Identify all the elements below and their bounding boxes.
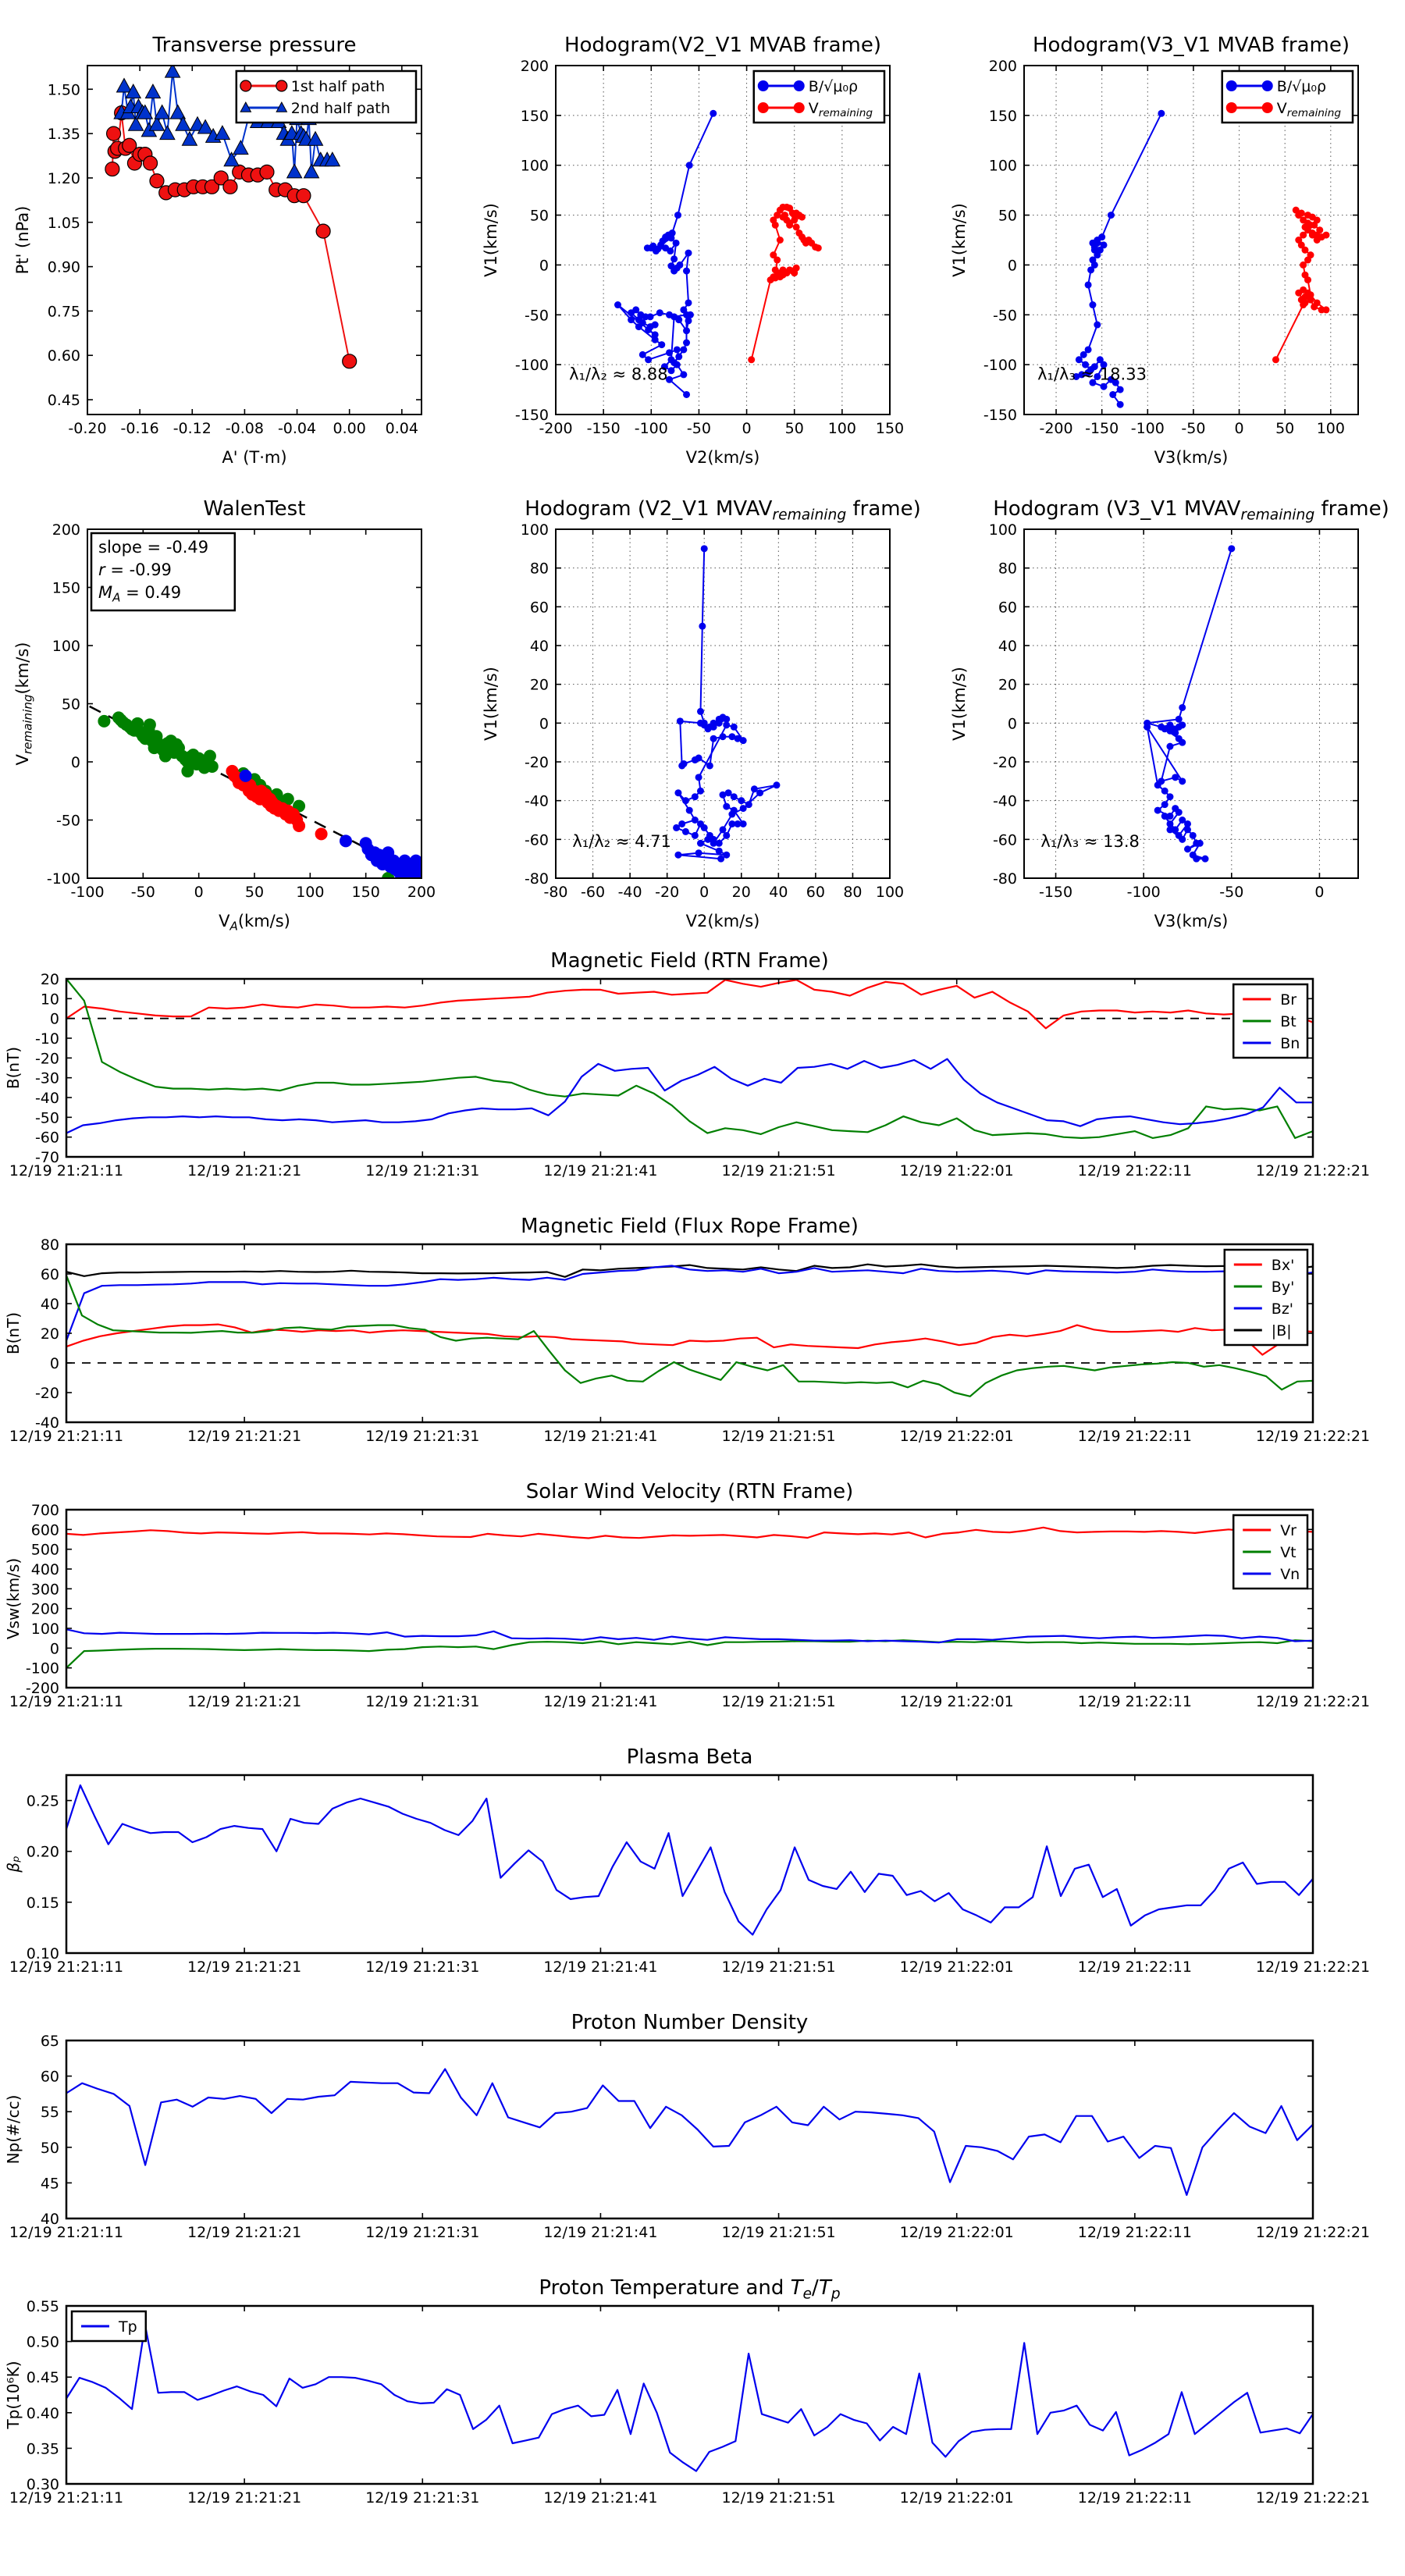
svg-text:0.75: 0.75: [47, 303, 80, 321]
svg-text:40: 40: [769, 884, 788, 901]
panel-row-2: [0, 484, 1405, 937]
svg-text:-0.08: -0.08: [225, 420, 264, 437]
svg-text:-50: -50: [1219, 884, 1244, 901]
svg-text:-20: -20: [34, 1385, 59, 1402]
svg-text:12/19 21:21:41: 12/19 21:21:41: [543, 1428, 658, 1445]
svg-text:200: 200: [407, 884, 436, 901]
svg-text:1.35: 1.35: [47, 126, 80, 144]
svg-text:50: 50: [784, 420, 804, 437]
svg-text:λ₁/λ₂ ≈ 8.88: λ₁/λ₂ ≈ 8.88: [569, 365, 668, 384]
row-gap: [0, 473, 1405, 484]
svg-text:40: 40: [40, 1296, 59, 1313]
svg-text:12/19 21:22:01: 12/19 21:22:01: [899, 1959, 1014, 1976]
svg-text:-150: -150: [983, 407, 1017, 424]
chart-svg-p6: [937, 484, 1405, 937]
svg-text:12/19 21:21:11: 12/19 21:21:11: [9, 1959, 124, 1976]
svg-text:0: 0: [539, 257, 549, 275]
svg-text:-150: -150: [1085, 420, 1119, 437]
svg-text:12/19 21:21:31: 12/19 21:21:31: [365, 2489, 480, 2507]
svg-text:0: 0: [1314, 884, 1325, 901]
svg-text:1st half path: 1st half path: [290, 78, 386, 95]
svg-text:40: 40: [529, 638, 549, 655]
svg-text:0.50: 0.50: [26, 2333, 59, 2351]
svg-text:V2(km/s): V2(km/s): [685, 912, 760, 930]
svg-text:0.30: 0.30: [26, 2476, 59, 2493]
timeseries-stack: [0, 948, 1405, 2540]
svg-text:0.10: 0.10: [26, 1945, 59, 1962]
svg-text:-200: -200: [539, 420, 573, 437]
svg-text:Vt: Vt: [1280, 1544, 1297, 1561]
chart-svg-p3: [937, 20, 1405, 473]
svg-text:12/19 21:21:21: 12/19 21:21:21: [187, 1162, 302, 1179]
svg-text:12/19 21:22:11: 12/19 21:22:11: [1077, 2224, 1192, 2241]
svg-text:Hodogram (V3_V1 MVAVremaining: Hodogram (V3_V1 $MVAV_{remaining}$ frame): [993, 497, 1389, 524]
svg-text:80: 80: [843, 884, 863, 901]
svg-text:Hodogram(V3_V1 MVAB frame): Hodogram(V3_V1 MVAB frame): [1032, 34, 1350, 57]
svg-text:WalenTest: WalenTest: [203, 497, 306, 521]
svg-text:0.60: 0.60: [47, 347, 80, 365]
chart-svg-p4: [0, 484, 468, 937]
svg-text:1.05: 1.05: [47, 214, 80, 232]
svg-text:-100: -100: [46, 870, 80, 888]
chart-solar-wind-velocity: [0, 1478, 1405, 1744]
svg-text:700: 700: [30, 1502, 59, 1519]
svg-text:-40: -40: [992, 792, 1017, 810]
svg-text:20: 20: [731, 884, 751, 901]
svg-text:12/19 21:21:21: 12/19 21:21:21: [187, 1693, 302, 1710]
svg-text:10: 10: [40, 991, 59, 1009]
svg-text:V1(km/s): V1(km/s): [482, 203, 500, 277]
svg-text:12/19 21:21:41: 12/19 21:21:41: [543, 1162, 658, 1179]
svg-text:Vremaining: $V_{remaining}$: [1276, 100, 1342, 120]
svg-text:-100: -100: [1126, 884, 1161, 901]
svg-text:-150: -150: [1038, 884, 1073, 901]
svg-text:Vsw(km/s): Vsw(km/s): [4, 1557, 23, 1640]
svg-text:-60: -60: [34, 1129, 59, 1147]
svg-text:Pt' (nPa): Pt' (nPa): [13, 205, 32, 275]
chart-plasma-beta: [0, 1744, 1405, 2009]
svg-text:100: 100: [1316, 420, 1345, 437]
svg-text:-50: -50: [1181, 420, 1206, 437]
svg-text:200: 200: [520, 58, 549, 75]
svg-text:Bz': Bz': [1271, 1300, 1294, 1318]
svg-text:0: 0: [49, 1640, 59, 1658]
svg-text:50: 50: [1275, 420, 1295, 437]
svg-text:B(nT): B(nT): [4, 1046, 23, 1090]
svg-text:12/19 21:22:21: 12/19 21:22:21: [1255, 1959, 1371, 1976]
svg-text:20: 20: [40, 971, 59, 988]
svg-text:150: 150: [520, 107, 549, 125]
svg-text:12/19 21:21:41: 12/19 21:21:41: [543, 1693, 658, 1710]
svg-text:40: 40: [40, 2211, 59, 2228]
svg-text:150: 150: [875, 420, 905, 437]
svg-text:12/19 21:21:11: 12/19 21:21:11: [9, 1162, 124, 1179]
svg-text:B/√μ₀ρ: B/√μ₀ρ: [808, 78, 859, 95]
svg-text:300: 300: [30, 1581, 59, 1599]
svg-text:200: 200: [52, 521, 80, 539]
panel-row-1: [0, 20, 1405, 473]
svg-text:12/19 21:22:11: 12/19 21:22:11: [1077, 1959, 1192, 1976]
svg-text:λ₁/λ₃ ≈ 13.8: λ₁/λ₃ ≈ 13.8: [1040, 831, 1140, 851]
svg-text:Solar Wind Velocity (RTN Frame: Solar Wind Velocity (RTN Frame): [525, 1480, 854, 1503]
svg-text:V1(km/s): V1(km/s): [950, 203, 969, 277]
chart-svg-ts6: [0, 2275, 1405, 2540]
svg-text:-0.20: -0.20: [68, 420, 107, 437]
svg-text:-50: -50: [992, 307, 1017, 325]
svg-text:45: 45: [40, 2175, 59, 2193]
svg-text:-50: -50: [130, 884, 155, 901]
svg-text:50: 50: [998, 207, 1017, 225]
svg-text:-40: -40: [524, 792, 549, 810]
svg-text:V3(km/s): V3(km/s): [1154, 448, 1229, 467]
chart-proton-number-density: [0, 2009, 1405, 2275]
chart-hodogram-v3v1-mvab: [937, 20, 1405, 473]
svg-text:0.40: 0.40: [26, 2404, 59, 2422]
svg-text:Vremaining: $V_{remaining}$: [808, 100, 873, 120]
svg-text:12/19 21:21:41: 12/19 21:21:41: [543, 2489, 658, 2507]
svg-text:-150: -150: [586, 420, 621, 437]
svg-text:12/19 21:21:21: 12/19 21:21:21: [187, 2489, 302, 2507]
svg-text:100: 100: [30, 1621, 59, 1638]
chart-transverse-pressure: [0, 20, 468, 473]
svg-text:Bx': Bx': [1271, 1257, 1295, 1274]
svg-text:-30: -30: [34, 1069, 59, 1087]
svg-text:12/19 21:22:21: 12/19 21:22:21: [1255, 2489, 1371, 2507]
svg-text:0.15: 0.15: [26, 1894, 59, 1912]
chart-svg-ts5: [0, 2009, 1405, 2275]
svg-text:Hodogram(V2_V1 MVAB frame): Hodogram(V2_V1 MVAB frame): [564, 34, 882, 57]
svg-text:12/19 21:21:31: 12/19 21:21:31: [365, 1693, 480, 1710]
svg-text:λ₁/λ₃ ≈ 18.33: λ₁/λ₃ ≈ 18.33: [1037, 365, 1147, 384]
chart-proton-temperature: [0, 2275, 1405, 2540]
svg-text:1.20: 1.20: [47, 169, 80, 187]
svg-text:-100: -100: [634, 420, 668, 437]
svg-text:20: 20: [998, 676, 1017, 694]
svg-text:Bt: Bt: [1280, 1013, 1297, 1030]
svg-text:-40: -40: [617, 884, 642, 901]
svg-text:50: 50: [529, 207, 549, 225]
svg-text:By': By': [1271, 1279, 1295, 1296]
svg-text:60: 60: [806, 884, 825, 901]
svg-text:0.90: 0.90: [47, 258, 80, 276]
svg-text:A' (T·m): A' (T·m): [222, 448, 287, 467]
chart-svg-p2: [468, 20, 937, 473]
svg-text:V1(km/s): V1(km/s): [950, 667, 969, 741]
svg-text:-20: -20: [34, 1050, 59, 1068]
svg-text:-50: -50: [686, 420, 711, 437]
svg-text:VA(km/s): $V_A(km/s)$: [219, 912, 290, 934]
svg-text:0.45: 0.45: [26, 2369, 59, 2387]
chart-hodogram-v2v1-mvav: [468, 484, 937, 937]
svg-text:12/19 21:21:11: 12/19 21:21:11: [9, 1693, 124, 1710]
svg-text:50: 50: [61, 696, 80, 713]
svg-text:12/19 21:21:31: 12/19 21:21:31: [365, 2224, 480, 2241]
svg-text:-80: -80: [543, 884, 568, 901]
svg-text:12/19 21:22:21: 12/19 21:22:21: [1255, 1162, 1371, 1179]
svg-text:12/19 21:21:21: 12/19 21:21:21: [187, 1428, 302, 1445]
svg-text:12/19 21:21:31: 12/19 21:21:31: [365, 1959, 480, 1976]
svg-text:100: 100: [296, 884, 325, 901]
svg-text:-60: -60: [581, 884, 606, 901]
svg-text:100: 100: [988, 157, 1017, 175]
svg-text:20: 20: [40, 1325, 59, 1343]
svg-text:-0.04: -0.04: [277, 420, 317, 437]
svg-text:55: 55: [40, 2104, 59, 2122]
chart-hodogram-v3v1-mvav: [937, 484, 1405, 937]
svg-text:100: 100: [520, 157, 549, 175]
chart-svg-ts1: [0, 948, 1405, 1213]
svg-text:12/19 21:22:11: 12/19 21:22:11: [1077, 1693, 1192, 1710]
chart-svg-ts3: [0, 1478, 1405, 1744]
svg-text:0: 0: [699, 884, 710, 901]
svg-text:2nd half path: 2nd half path: [290, 100, 390, 117]
svg-text:12/19 21:21:11: 12/19 21:21:11: [9, 1428, 124, 1445]
svg-text:12/19 21:21:51: 12/19 21:21:51: [721, 1959, 836, 1976]
svg-text:0.35: 0.35: [26, 2440, 59, 2458]
svg-text:12/19 21:21:51: 12/19 21:21:51: [721, 2224, 836, 2241]
svg-text:12/19 21:22:11: 12/19 21:22:11: [1077, 2489, 1192, 2507]
svg-text:60: 60: [40, 1266, 59, 1283]
svg-text:Vn: Vn: [1280, 1566, 1300, 1583]
svg-text:Bn: Bn: [1280, 1035, 1300, 1052]
svg-text:12/19 21:22:21: 12/19 21:22:21: [1255, 1428, 1371, 1445]
svg-text:80: 80: [40, 1236, 59, 1254]
chart-hodogram-v2v1-mvab: [468, 20, 937, 473]
svg-text:60: 60: [529, 599, 549, 617]
svg-text:60: 60: [40, 2068, 59, 2086]
svg-text:200: 200: [30, 1600, 59, 1618]
svg-text:150: 150: [351, 884, 380, 901]
svg-text:-20: -20: [992, 754, 1017, 771]
svg-text:-20: -20: [655, 884, 680, 901]
svg-text:-70: -70: [34, 1149, 59, 1166]
svg-text:0: 0: [49, 1010, 59, 1028]
svg-text:80: 80: [998, 560, 1017, 578]
svg-text:400: 400: [30, 1561, 59, 1578]
svg-text:MA = 0.49: $M_A = 0.49$: [98, 583, 182, 605]
svg-text:-100: -100: [514, 357, 549, 375]
svg-text:-60: -60: [524, 831, 549, 849]
svg-text:Magnetic Field (Flux Rope Fram: Magnetic Field (Flux Rope Frame): [521, 1215, 859, 1238]
svg-text:20: 20: [529, 676, 549, 694]
svg-text:0: 0: [70, 754, 80, 771]
svg-text:12/19 21:21:31: 12/19 21:21:31: [365, 1162, 480, 1179]
svg-text:-200: -200: [25, 1680, 59, 1697]
svg-text:500: 500: [30, 1541, 59, 1559]
top-margin: [0, 0, 1405, 20]
svg-text:-150: -150: [514, 407, 549, 424]
svg-text:0.00: 0.00: [333, 420, 366, 437]
svg-text:12/19 21:22:11: 12/19 21:22:11: [1077, 1428, 1192, 1445]
svg-text:-50: -50: [55, 812, 80, 830]
chart-svg-p1: [0, 20, 468, 473]
svg-text:0: 0: [742, 420, 752, 437]
svg-text:-10: -10: [34, 1030, 59, 1048]
svg-text:r = -0.99: r = -0.99: [98, 560, 172, 579]
svg-text:100: 100: [520, 521, 549, 539]
svg-text:600: 600: [30, 1521, 59, 1539]
svg-text:-40: -40: [34, 1414, 59, 1432]
svg-text:βₚ: βₚ: [4, 1856, 23, 1873]
svg-text:-50: -50: [34, 1109, 59, 1127]
svg-text:0.25: 0.25: [26, 1792, 59, 1810]
svg-text:B(nT): B(nT): [4, 1311, 23, 1355]
svg-text:-40: -40: [34, 1090, 59, 1107]
svg-text:12/19 21:21:11: 12/19 21:21:11: [9, 2224, 124, 2241]
svg-text:0: 0: [1007, 257, 1017, 275]
chart-svg-ts2: [0, 1213, 1405, 1478]
svg-text:0: 0: [1234, 420, 1244, 437]
svg-text:Proton Number Density: Proton Number Density: [571, 2011, 809, 2034]
svg-text:12/19 21:21:41: 12/19 21:21:41: [543, 2224, 658, 2241]
svg-text:Magnetic Field (RTN Frame): Magnetic Field (RTN Frame): [550, 949, 829, 973]
svg-text:-200: -200: [1039, 420, 1073, 437]
chart-svg-ts4: [0, 1744, 1405, 2009]
chart-svg-p5: [468, 484, 937, 937]
svg-text:1.50: 1.50: [47, 81, 80, 99]
svg-text:12/19 21:22:01: 12/19 21:22:01: [899, 2489, 1014, 2507]
svg-text:150: 150: [988, 107, 1017, 125]
svg-text:-100: -100: [1130, 420, 1165, 437]
svg-text:100: 100: [988, 521, 1017, 539]
svg-text:12/19 21:21:51: 12/19 21:21:51: [721, 1162, 836, 1179]
svg-text:Vr: Vr: [1280, 1522, 1297, 1539]
svg-text:-100: -100: [983, 357, 1017, 375]
svg-text:12/19 21:22:01: 12/19 21:22:01: [899, 1428, 1014, 1445]
svg-text:100: 100: [52, 638, 80, 655]
svg-text:50: 50: [40, 2139, 59, 2157]
svg-text:-80: -80: [524, 870, 549, 888]
svg-text:12/19 21:21:51: 12/19 21:21:51: [721, 1428, 836, 1445]
svg-text:150: 150: [52, 579, 80, 597]
section-gap: [0, 937, 1405, 948]
svg-text:Br: Br: [1280, 991, 1297, 1009]
svg-text:0.20: 0.20: [26, 1843, 59, 1861]
svg-text:V3(km/s): V3(km/s): [1154, 912, 1229, 930]
svg-text:Plasma Beta: Plasma Beta: [626, 1745, 753, 1769]
svg-text:Transverse pressure: Transverse pressure: [152, 34, 357, 57]
svg-text:12/19 21:22:01: 12/19 21:22:01: [899, 2224, 1014, 2241]
chart-magnetic-field-rtn: [0, 948, 1405, 1213]
svg-text:40: 40: [998, 638, 1017, 655]
svg-text:12/19 21:21:51: 12/19 21:21:51: [721, 2489, 836, 2507]
svg-text:0: 0: [539, 715, 549, 733]
svg-text:60: 60: [998, 599, 1017, 617]
svg-text:V2(km/s): V2(km/s): [685, 448, 760, 467]
svg-text:|B|: |B|: [1271, 1322, 1292, 1340]
svg-text:0.55: 0.55: [26, 2298, 59, 2315]
svg-text:-0.16: -0.16: [120, 420, 159, 437]
svg-text:Tp: Tp: [119, 2318, 137, 2336]
svg-text:50: 50: [244, 884, 265, 901]
svg-text:12/19 21:21:21: 12/19 21:21:21: [187, 2224, 302, 2241]
svg-text:Proton Temperature and Te/Tp: Proton Temperature and $T_e/T_p$: [539, 2276, 841, 2303]
svg-text:λ₁/λ₂ ≈ 4.71: λ₁/λ₂ ≈ 4.71: [572, 831, 671, 851]
svg-text:12/19 21:21:51: 12/19 21:21:51: [721, 1693, 836, 1710]
svg-text:-100: -100: [25, 1660, 59, 1678]
svg-text:12/19 21:22:11: 12/19 21:22:11: [1077, 1162, 1192, 1179]
svg-text:65: 65: [40, 2033, 59, 2050]
svg-text:12/19 21:22:21: 12/19 21:22:21: [1255, 1693, 1371, 1710]
svg-text:100: 100: [875, 884, 905, 901]
svg-text:0: 0: [49, 1355, 59, 1372]
svg-text:12/19 21:21:11: 12/19 21:21:11: [9, 2489, 124, 2507]
svg-text:12/19 21:21:21: 12/19 21:21:21: [187, 1959, 302, 1976]
svg-text:-80: -80: [992, 870, 1017, 888]
svg-text:Hodogram (V2_V1 MVAVremaining: Hodogram (V2_V1 $MVAV_{remaining}$ frame): [525, 497, 921, 524]
svg-text:12/19 21:22:01: 12/19 21:22:01: [899, 1693, 1014, 1710]
svg-text:B/√μ₀ρ: B/√μ₀ρ: [1276, 78, 1327, 95]
svg-text:0.45: 0.45: [47, 392, 80, 410]
svg-text:-60: -60: [992, 831, 1017, 849]
svg-text:-50: -50: [524, 307, 549, 325]
svg-text:0: 0: [1007, 715, 1017, 733]
svg-text:0: 0: [194, 884, 204, 901]
svg-text:12/19 21:22:01: 12/19 21:22:01: [899, 1162, 1014, 1179]
svg-text:0.04: 0.04: [385, 420, 418, 437]
svg-text:80: 80: [529, 560, 549, 578]
svg-text:slope = -0.49: slope = -0.49: [98, 538, 209, 557]
chart-walen-test: [0, 484, 468, 937]
svg-text:V1(km/s): V1(km/s): [482, 667, 500, 741]
svg-text:Np(#/cc): Np(#/cc): [4, 2094, 23, 2165]
svg-text:Vremaining(km/s): $V_{remaining}(km/s)$: [13, 642, 35, 766]
svg-text:-0.12: -0.12: [173, 420, 212, 437]
svg-text:12/19 21:21:31: 12/19 21:21:31: [365, 1428, 480, 1445]
svg-text:-20: -20: [524, 754, 549, 771]
svg-text:100: 100: [827, 420, 856, 437]
svg-text:-100: -100: [70, 884, 105, 901]
svg-text:12/19 21:21:41: 12/19 21:21:41: [543, 1959, 658, 1976]
svg-text:200: 200: [988, 58, 1017, 75]
chart-magnetic-field-flux-rope: [0, 1213, 1405, 1478]
svg-text:Tp(10⁶K): Tp(10⁶K): [4, 2361, 23, 2429]
svg-text:12/19 21:22:21: 12/19 21:22:21: [1255, 2224, 1371, 2241]
